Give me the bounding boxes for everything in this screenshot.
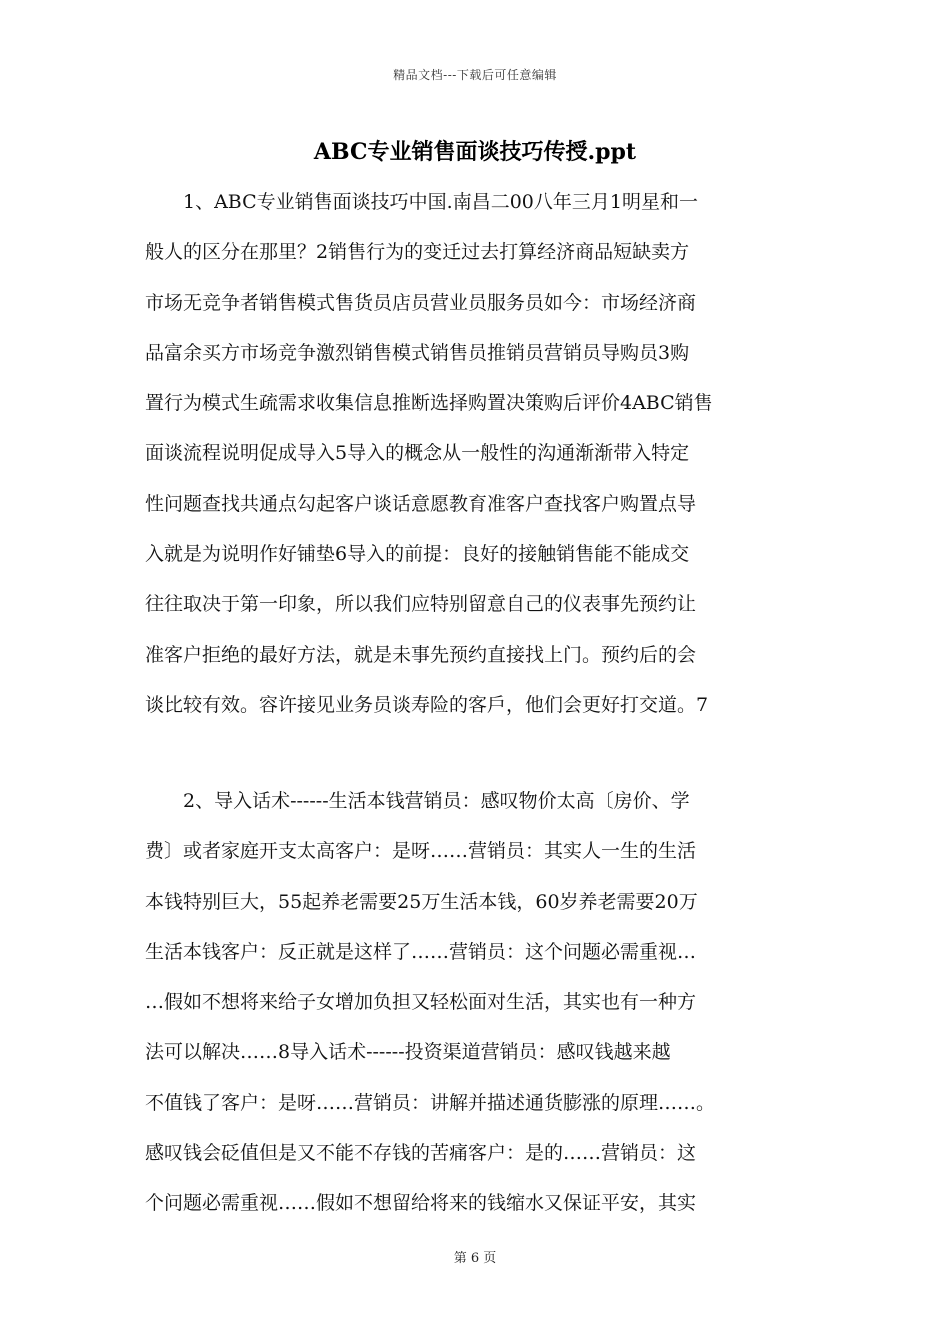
paragraph-2	[145, 776, 810, 1229]
paragraph-line: 费〕或者家庭开支太高客户：是呀……营销员：其实人一生的生活	[145, 840, 697, 863]
paragraph-line: 个问题必需重视……假如不想留给将来的钱缩水又保证平安，其实	[145, 1192, 697, 1215]
paragraph-line: 性问题查找共通点勾起客户谈话意愿教育准客户查找客户购置点导	[145, 492, 697, 515]
paragraph-line: 面谈流程说明促成导入5导入的概念从一般性的沟通渐渐带入特定	[145, 442, 690, 465]
paragraph-line: 般人的区分在那里？2销售行为的变迁过去打算经济商品短缺卖方	[145, 241, 690, 264]
paragraph-line: 市场无竞争者销售模式售货员店员营业员服务员如今：市场经济商	[145, 291, 697, 314]
paragraph-line: 不值钱了客户：是呀……营销员：讲解并描述通货膨涨的原理……。	[145, 1091, 716, 1114]
paragraph-line: 品富余买方市场竞争激烈销售模式销售员推销员营销员导购员3购	[145, 341, 690, 364]
paragraph-line: 谈比较有效。容许接见业务员谈寿险的客戶，他们会更好打交道。7	[145, 693, 709, 716]
page-header: 精品文档---下载后可任意编辑	[393, 68, 557, 82]
paragraph-1	[145, 177, 810, 730]
paragraph-line: 法可以解决……8导入话术------投资渠道营销员：感叹钱越来越	[145, 1041, 671, 1064]
paragraph-line: 本钱特别巨大，55起养老需要25万生活本钱，60岁养老需要20万	[145, 890, 698, 913]
paragraph-line: 感叹钱会砭值但是又不能不存钱的苦痛客户：是的……营销员：这	[145, 1142, 697, 1165]
paragraph-line: 2、导入话术------生活本钱营销员：感叹物价太高〔房价、学	[145, 790, 690, 812]
page-number: 第 6 页	[453, 1251, 497, 1266]
paragraph-line: 置行为模式生疏需求收集信息推断选择购置决策购后评价4ABC销售	[145, 392, 713, 415]
paragraph-line: 生活本钱客户：反正就是这样了……营销员：这个问题必需重视…	[145, 940, 697, 963]
document-title: ABC专业销售面谈技巧传授.ppt	[313, 139, 637, 165]
paragraph-line: 准客户拒绝的最好方法，就是未事先预约直接找上门。预约后的会	[145, 643, 697, 666]
paragraph-line: 往往取决于第一印象，所以我们应特别留意自己的仪表事先预约让	[145, 593, 697, 616]
paragraph-line: 1、ABC专业销售面谈技巧中国.南昌二00八年三月1明星和一	[145, 191, 698, 213]
paragraph-line: …假如不想将来给子女增加负担又轻松面对生活，其实也有一种方	[145, 991, 697, 1014]
paragraph-line: 入就是为说明作好铺垫6导入的前提：良好的接触销售能不能成交	[145, 543, 690, 566]
